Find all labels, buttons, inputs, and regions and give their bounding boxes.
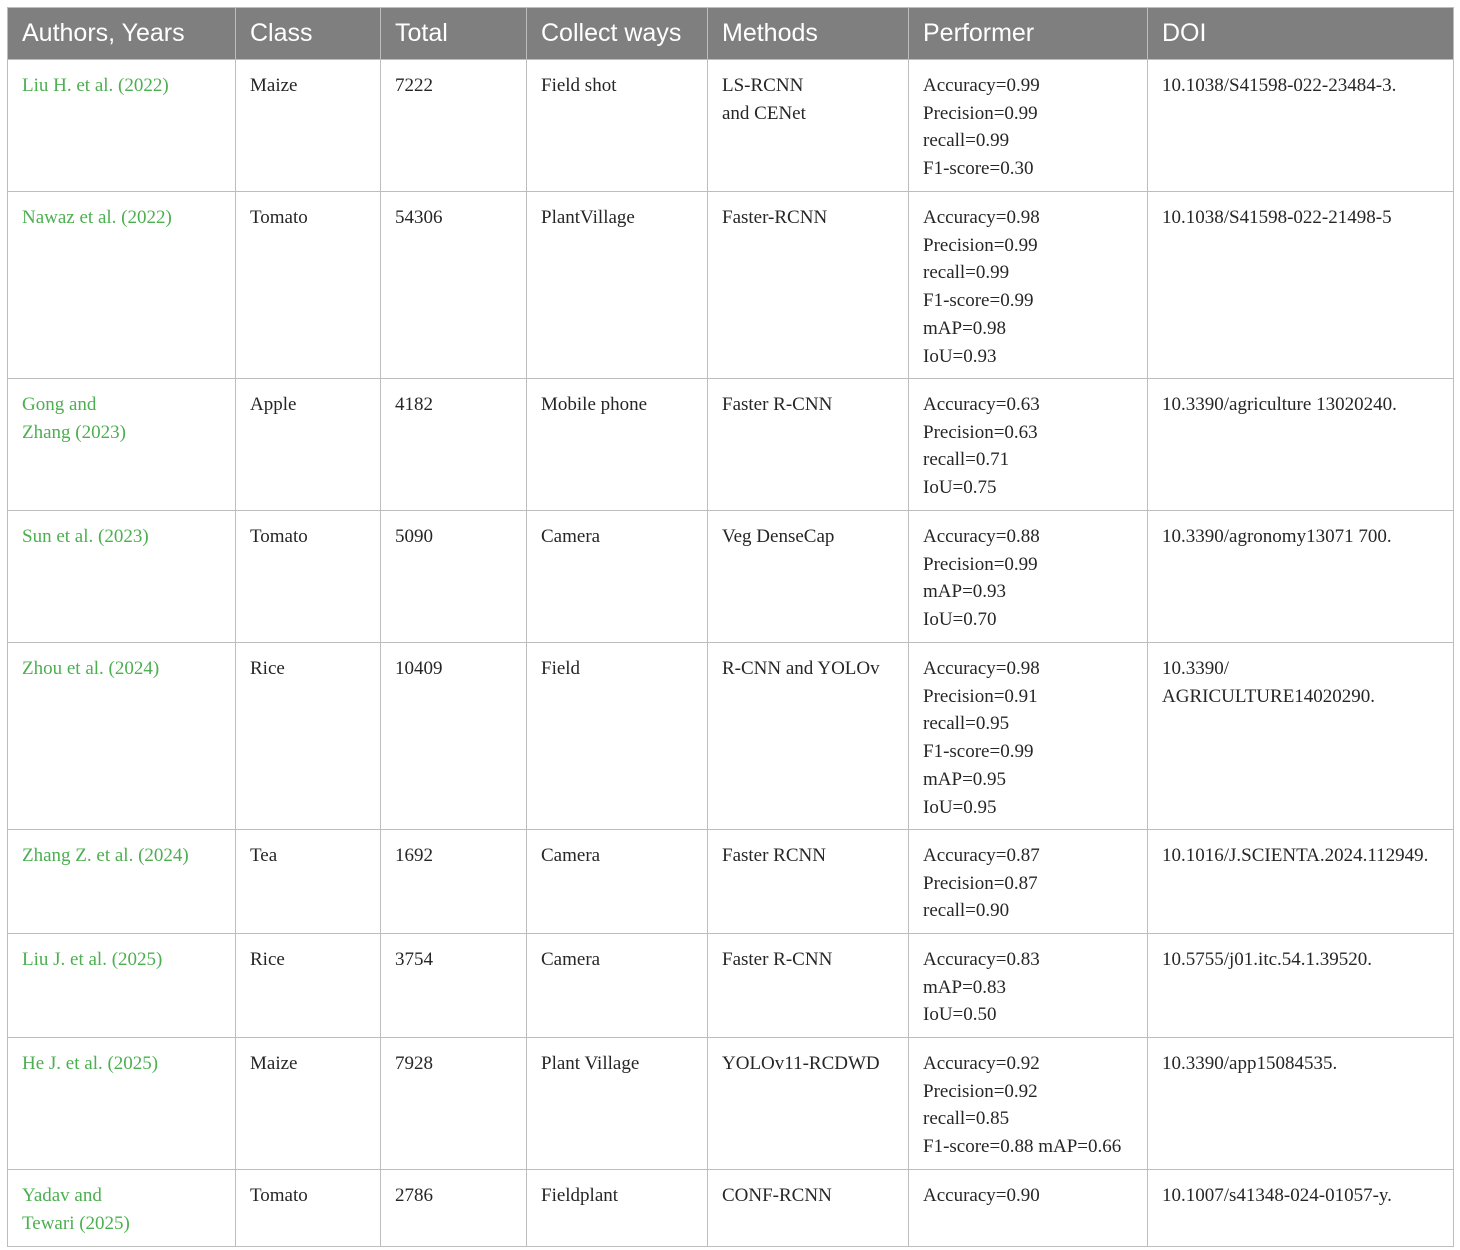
method-cell: YOLOv11-RCDWD [708, 1038, 909, 1170]
table-row [8, 379, 1454, 511]
header-doi: DOI [1148, 8, 1454, 60]
header-class: Class [236, 8, 381, 60]
class-cell: Apple [236, 379, 381, 511]
table-row [8, 511, 1454, 643]
table-body [8, 60, 1454, 1247]
performer-cell: Accuracy=0.98 Precision=0.99 recall=0.99 F1-score=0.99 mAP=0.98 IoU=0.93 [909, 192, 1148, 379]
class-cell: Tomato [236, 511, 381, 643]
table-row [8, 934, 1454, 1038]
author-cell[interactable]: Sun et al. (2023) [8, 511, 236, 643]
author-cell[interactable]: Zhang Z. et al. (2024) [8, 830, 236, 934]
method-cell: Faster RCNN [708, 830, 909, 934]
class-cell: Maize [236, 60, 381, 192]
performer-cell: Accuracy=0.99 Precision=0.99 recall=0.99 F1-score=0.30 [909, 60, 1148, 192]
performer-cell: Accuracy=0.88 Precision=0.99 mAP=0.93 IoU=0.70 [909, 511, 1148, 643]
table-header [8, 8, 1454, 60]
method-cell: Veg DenseCap [708, 511, 909, 643]
collect-cell: Camera [527, 934, 708, 1038]
class-cell: Rice [236, 643, 381, 830]
doi-cell: 10.1016/J.SCIENTA.2024.112949. [1148, 830, 1454, 934]
method-cell: CONF-RCNN [708, 1170, 909, 1247]
doi-cell: 10.3390/agronomy13071 700. [1148, 511, 1454, 643]
header-total: Total [381, 8, 527, 60]
class-cell: Maize [236, 1038, 381, 1170]
method-cell: LS-RCNN and CENet [708, 60, 909, 192]
performer-cell: Accuracy=0.90 [909, 1170, 1148, 1247]
header-row [8, 8, 1454, 60]
header-collect-ways: Collect ways [527, 8, 708, 60]
collect-cell: Plant Village [527, 1038, 708, 1170]
performer-cell: Accuracy=0.83 mAP=0.83 IoU=0.50 [909, 934, 1148, 1038]
collect-cell: Camera [527, 511, 708, 643]
author-cell[interactable]: He J. et al. (2025) [8, 1038, 236, 1170]
doi-cell: 10.3390/agriculture 13020240. [1148, 379, 1454, 511]
table-row [8, 830, 1454, 934]
class-cell: Tomato [236, 192, 381, 379]
author-cell[interactable]: Nawaz et al. (2022) [8, 192, 236, 379]
doi-cell: 10.3390/app15084535. [1148, 1038, 1454, 1170]
total-cell: 1692 [381, 830, 527, 934]
table-row [8, 1170, 1454, 1247]
total-cell: 10409 [381, 643, 527, 830]
collect-cell: Camera [527, 830, 708, 934]
table-row [8, 60, 1454, 192]
collect-cell: Mobile phone [527, 379, 708, 511]
header-performer: Performer [909, 8, 1148, 60]
doi-cell: 10.1038/S41598-022-21498-5 [1148, 192, 1454, 379]
method-cell: Faster R-CNN [708, 379, 909, 511]
class-cell: Tomato [236, 1170, 381, 1247]
table-row [8, 192, 1454, 379]
method-cell: Faster-RCNN [708, 192, 909, 379]
class-cell: Rice [236, 934, 381, 1038]
collect-cell: Field [527, 643, 708, 830]
collect-cell: PlantVillage [527, 192, 708, 379]
literature-table [7, 7, 1454, 1247]
author-cell[interactable]: Zhou et al. (2024) [8, 643, 236, 830]
total-cell: 4182 [381, 379, 527, 511]
header-authors: Authors, Years [8, 8, 236, 60]
doi-cell: 10.1007/s41348-024-01057-y. [1148, 1170, 1454, 1247]
doi-cell: 10.3390/ AGRICULTURE14020290. [1148, 643, 1454, 830]
total-cell: 7222 [381, 60, 527, 192]
total-cell: 5090 [381, 511, 527, 643]
performer-cell: Accuracy=0.87 Precision=0.87 recall=0.90 [909, 830, 1148, 934]
author-cell[interactable]: Liu J. et al. (2025) [8, 934, 236, 1038]
performer-cell: Accuracy=0.98 Precision=0.91 recall=0.95 F1-score=0.99 mAP=0.95 IoU=0.95 [909, 643, 1148, 830]
total-cell: 54306 [381, 192, 527, 379]
total-cell: 3754 [381, 934, 527, 1038]
performer-cell: Accuracy=0.63 Precision=0.63 recall=0.71 IoU=0.75 [909, 379, 1148, 511]
table-row [8, 1038, 1454, 1170]
collect-cell: Fieldplant [527, 1170, 708, 1247]
method-cell: Faster R-CNN [708, 934, 909, 1038]
author-cell[interactable]: Yadav and Tewari (2025) [8, 1170, 236, 1247]
collect-cell: Field shot [527, 60, 708, 192]
table-row [8, 643, 1454, 830]
header-methods: Methods [708, 8, 909, 60]
author-cell[interactable]: Gong and Zhang (2023) [8, 379, 236, 511]
total-cell: 7928 [381, 1038, 527, 1170]
total-cell: 2786 [381, 1170, 527, 1247]
method-cell: R-CNN and YOLOv [708, 643, 909, 830]
class-cell: Tea [236, 830, 381, 934]
doi-cell: 10.1038/S41598-022-23484-3. [1148, 60, 1454, 192]
performer-cell: Accuracy=0.92 Precision=0.92 recall=0.85 F1-score=0.88 mAP=0.66 [909, 1038, 1148, 1170]
author-cell[interactable]: Liu H. et al. (2022) [8, 60, 236, 192]
doi-cell: 10.5755/j01.itc.54.1.39520. [1148, 934, 1454, 1038]
